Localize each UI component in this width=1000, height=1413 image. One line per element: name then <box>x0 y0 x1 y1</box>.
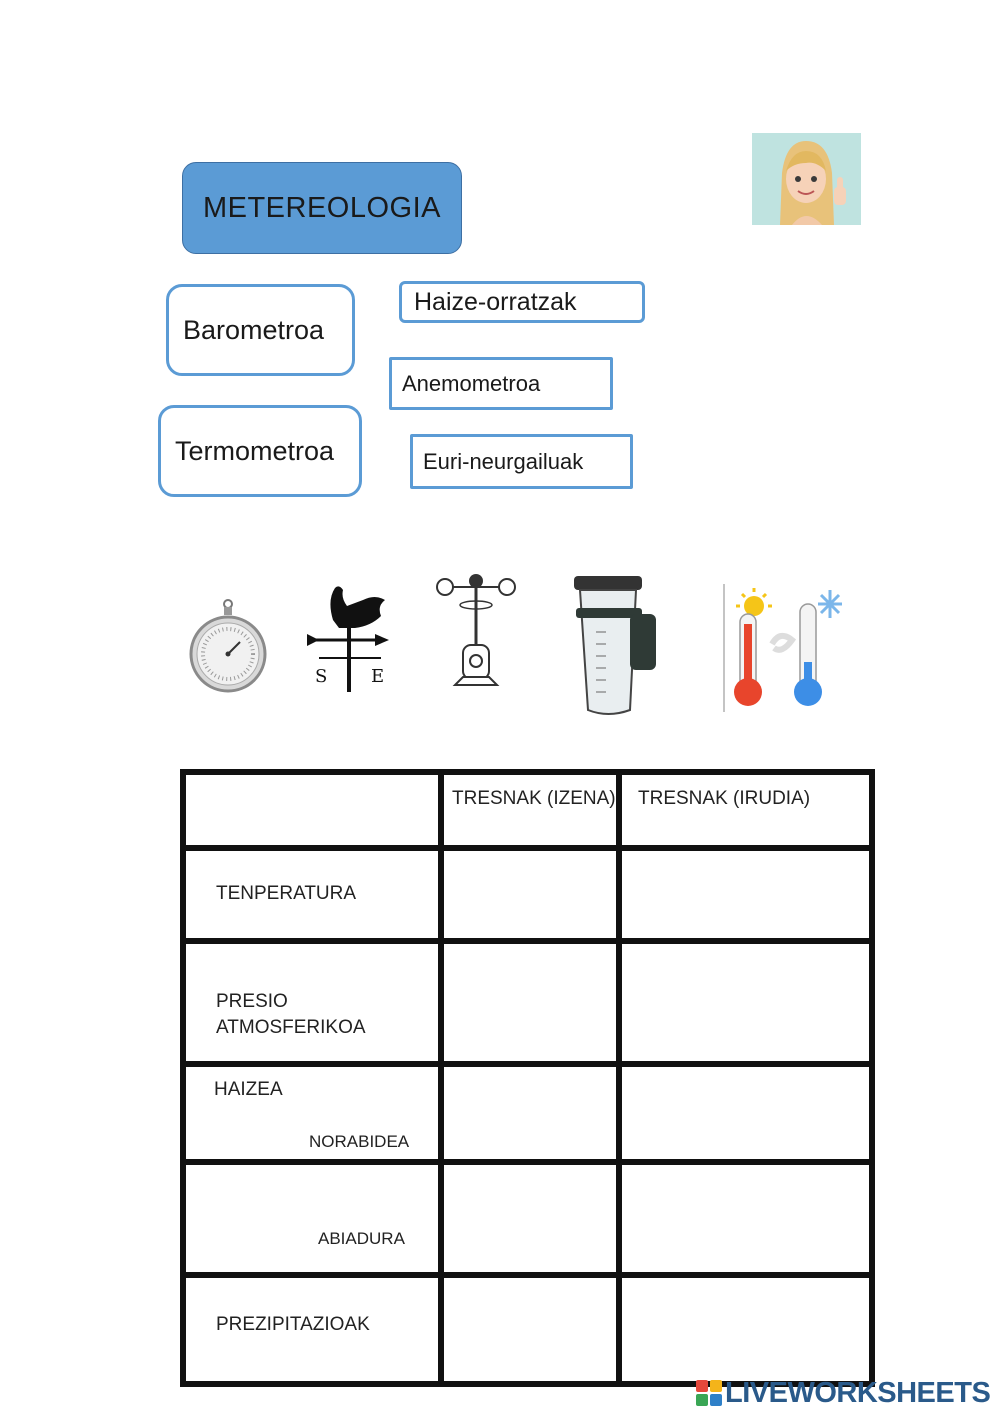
picture-rain-gauge[interactable] <box>572 572 660 718</box>
row-label: PRESIO ATMOSFERIKOA <box>216 991 366 1038</box>
page-title-text: METEREOLOGIA <box>202 191 442 224</box>
word-card-label: Barometroa <box>183 314 325 345</box>
anemometer-icon <box>435 573 517 690</box>
answer-cell-name[interactable] <box>441 1162 619 1275</box>
answer-cell-name[interactable] <box>441 941 619 1064</box>
answer-cell-image[interactable] <box>619 941 872 1064</box>
row-label: HAIZEA <box>214 1079 283 1100</box>
answer-cell-name[interactable] <box>441 848 619 941</box>
barometer-icon <box>188 598 268 696</box>
word-card-euri-neurgailuak[interactable] <box>410 434 633 489</box>
row-label-cell <box>183 941 441 1064</box>
memoji-thumbs-up-icon <box>752 133 861 225</box>
table-row <box>183 1064 872 1162</box>
word-card-label: Haize-orratzak <box>414 287 577 316</box>
thermometers-icon <box>722 584 844 712</box>
row-label: TENPERATURA <box>216 883 357 904</box>
brand-logo-text: LIVEWORKSHEETS <box>725 1376 991 1409</box>
brand-logo <box>696 1376 990 1410</box>
word-card-label: Termometroa <box>175 435 335 466</box>
svg-text:S: S <box>315 666 328 687</box>
answer-cell-image[interactable] <box>619 848 872 941</box>
row-label: PREZIPITAZIOAK <box>216 1314 370 1335</box>
word-card-haize-orratzak[interactable] <box>399 281 645 323</box>
row-label-cell <box>183 1275 441 1384</box>
svg-text:E: E <box>371 666 385 687</box>
word-card-barometroa[interactable] <box>166 284 355 376</box>
weather-vane-icon <box>305 580 391 692</box>
page-title <box>182 162 462 254</box>
answer-cell-image[interactable] <box>619 1275 872 1384</box>
worksheet-table <box>180 769 875 1387</box>
header-cell-empty <box>183 772 441 848</box>
answer-cell-name[interactable] <box>441 1275 619 1384</box>
word-card-label: Anemometroa <box>402 370 541 396</box>
word-card-label: Euri-neurgailuak <box>423 448 584 474</box>
table-row <box>183 1162 872 1275</box>
row-label-cell <box>183 1162 441 1275</box>
header-cell-name <box>441 772 619 848</box>
header-name-label: TRESNAK (IZENA) <box>452 788 616 809</box>
answer-cell-image[interactable] <box>619 1162 872 1275</box>
picture-weather-vane[interactable] <box>305 580 391 692</box>
table-row <box>183 1275 872 1384</box>
table-row <box>183 941 872 1064</box>
word-card-anemometroa[interactable] <box>389 357 613 410</box>
header-image-label: TRESNAK (IRUDIA) <box>638 788 811 809</box>
row-sublabel: NORABIDEA <box>309 1132 410 1151</box>
table-header-row <box>183 772 872 848</box>
row-label-cell <box>183 848 441 941</box>
avatar <box>752 133 861 225</box>
header-cell-image <box>619 772 872 848</box>
word-card-termometroa[interactable] <box>158 405 362 497</box>
picture-thermometers[interactable] <box>722 584 844 712</box>
row-sublabel: ABIADURA <box>318 1229 405 1248</box>
brand-logo-icon <box>696 1380 722 1406</box>
row-label-cell <box>183 1064 441 1162</box>
table-row <box>183 848 872 941</box>
answer-cell-image[interactable] <box>619 1064 872 1162</box>
picture-barometer[interactable] <box>188 598 268 696</box>
answer-cell-name[interactable] <box>441 1064 619 1162</box>
rain-gauge-icon <box>572 572 660 718</box>
picture-anemometer[interactable] <box>435 573 517 690</box>
